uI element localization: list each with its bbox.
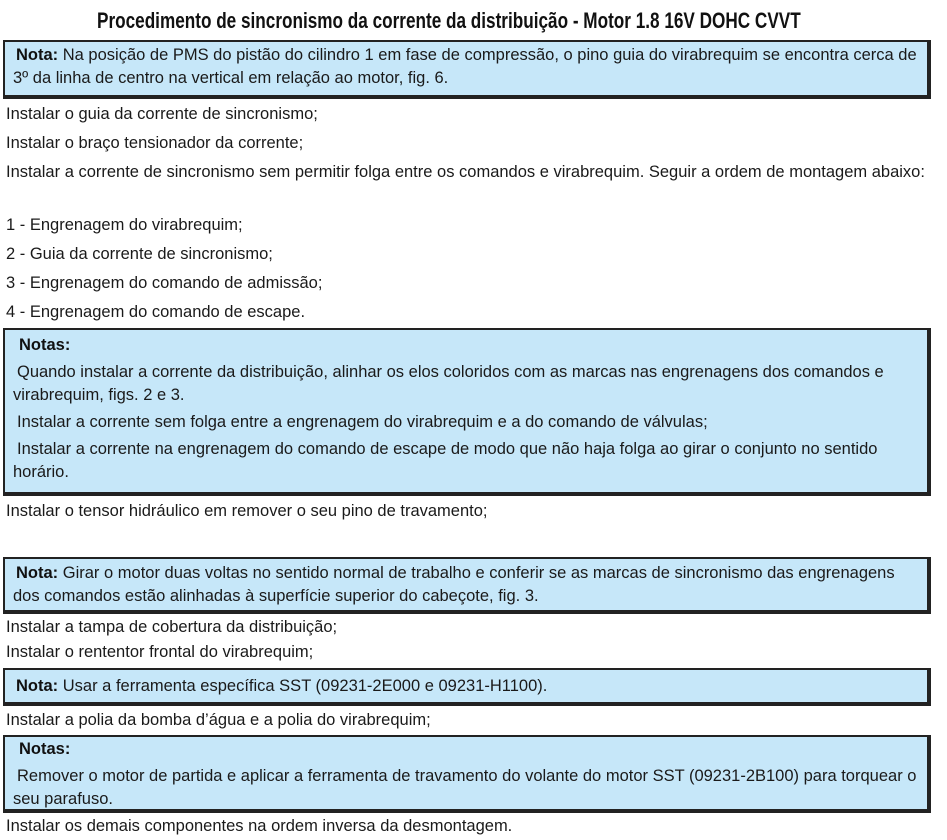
- note-box-rotate: [3, 557, 931, 614]
- step-install-chain-text: Instalar a corrente de sincronismo sem permitir folga entre os comandos e virabrequim. Seguir a ordem de montagem abaixo:: [6, 163, 925, 181]
- notes-label: Notas:: [19, 336, 71, 354]
- step-install-pulleys: Instalar a polia da bomba d’água e a polia do virabrequim;: [6, 711, 431, 729]
- note-item: [13, 765, 921, 811]
- step-install-cover: Instalar a tampa de cobertura da distribuição;: [6, 618, 338, 636]
- note-item: [13, 438, 921, 484]
- note-text: Girar o motor duas voltas no sentido normal de trabalho e conferir se as marcas de sincronismo das engrenagens dos comandos estão alinhadas à superfície superior do cabeçote, fig. 3.: [13, 564, 895, 605]
- order-item-4: 4 - Engrenagem do comando de escape.: [6, 303, 306, 321]
- note-item-text: Quando instalar a corrente da distribuição, alinhar os elos coloridos com as marcas nas engrenagens dos comandos e virabrequim, figs. 2 e 3.: [13, 363, 884, 404]
- note-item: [13, 411, 921, 434]
- notes-box-chain: [3, 328, 931, 496]
- order-item-3: 3 - Engrenagem do comando de admissão;: [6, 274, 323, 292]
- step-install-seal: Instalar o rententor frontal do virabrequim;: [6, 643, 314, 661]
- step-final: Instalar os demais componentes na ordem inversa da desmontagem.: [6, 817, 513, 835]
- notes-label: Notas:: [19, 740, 71, 758]
- note-label: Nota:: [16, 677, 59, 695]
- page-title: Procedimento de sincronismo da corrente da distribuição - Motor 1.8 16V DOHC CVVT: [97, 8, 801, 33]
- note-item-text: Remover o motor de partida e aplicar a ferramenta de travamento do volante do motor SST (09231-2B100) para torquear o seu parafuso.: [13, 767, 917, 808]
- note-text: Usar a ferramenta específica SST (09231-2E000 e 09231-H1100).: [58, 677, 548, 695]
- step-install-tensioner-arm: Instalar o braço tensionador da corrente;: [6, 134, 304, 152]
- step-install-hydraulic-tensor: Instalar o tensor hidráulico em remover o seu pino de travamento;: [6, 502, 488, 520]
- note-item-text: Instalar a corrente sem folga entre a engrenagem do virabrequim e a do comando de válvulas;: [17, 413, 708, 431]
- step-install-guide: Instalar o guia da corrente de sincronismo;: [6, 105, 318, 123]
- note-label: Nota:: [16, 46, 59, 64]
- notes-box-starter: [3, 735, 931, 813]
- note-item-text: Instalar a corrente na engrenagem do comando de escape de modo que não haja folga ao girar o conjunto no sentido horário.: [13, 440, 878, 481]
- note-item: [13, 361, 921, 407]
- note-label: Nota:: [16, 564, 59, 582]
- order-item-1: 1 - Engrenagem do virabrequim;: [6, 216, 243, 234]
- note-box-sst: [3, 668, 931, 706]
- note-box-pms: [3, 40, 931, 99]
- step-install-chain: [3, 161, 933, 184]
- order-item-2: 2 - Guia da corrente de sincronismo;: [6, 245, 273, 263]
- note-text: Na posição de PMS do pistão do cilindro 1 em fase de compressão, o pino guia do virabrequim se encontra cerca de 3º da linha de centro na vertical em relação ao motor, fig. 6.: [13, 46, 917, 87]
